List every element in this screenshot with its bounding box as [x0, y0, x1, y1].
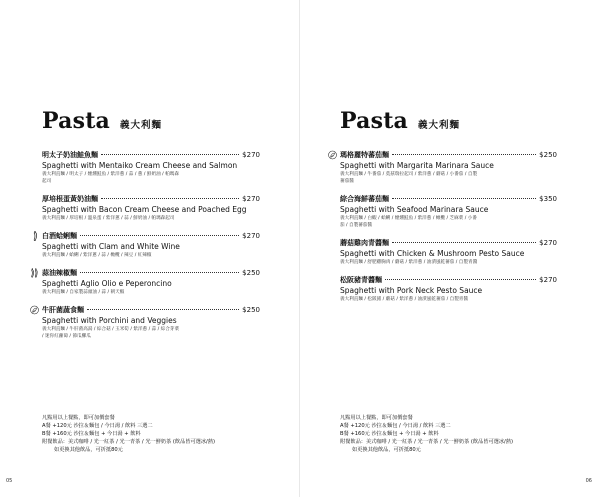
dish-name-en: Spaghetti with Porchini and Veggies	[42, 316, 177, 325]
dish-price: $270	[242, 195, 260, 203]
leader-dots	[101, 154, 239, 155]
menu-item-header	[42, 194, 260, 204]
section-title-en: Pasta	[340, 108, 409, 134]
set-meal-drinks: 附餐飲品：美式咖啡 / 光一紅茶 / 光一青茶 / 光一鮮奶茶 (飲品皆可選冰/熱)	[42, 439, 216, 445]
page-number: 05	[6, 478, 13, 484]
leader-dots	[392, 154, 536, 155]
menu-item	[340, 238, 557, 266]
dish-price: $270	[242, 151, 260, 159]
leader-dots	[385, 279, 536, 280]
dish-ingredients: 義大利直麵 / 厚培根 / 溫泉蛋 / 紫洋蔥 / 蒜 / 鮮奶油 / 帕瑪森起司	[42, 216, 175, 221]
leader-dots	[101, 198, 239, 199]
dish-name-zh: 白酒蛤蜊麵	[42, 232, 77, 240]
menu-item	[42, 194, 260, 222]
menu-item-header	[42, 231, 260, 241]
double-chili-pepper-icon	[30, 268, 39, 278]
dish-name-en: Spaghetti Aglio Olio e Peperoncino	[42, 279, 172, 288]
menu-item-header	[42, 150, 260, 160]
menu-item	[340, 275, 557, 303]
dish-price: $270	[242, 232, 260, 240]
dish-price: $250	[242, 269, 260, 277]
section-title	[340, 108, 460, 134]
dish-name-zh: 蘑菇雞肉青醬麵	[340, 239, 389, 247]
section-title	[42, 108, 162, 134]
dish-name-en: Spaghetti with Seafood Marinara Sauce	[340, 205, 489, 214]
dish-price: $270	[539, 276, 557, 284]
leaf-icon	[328, 150, 337, 160]
dish-ingredients: 義大利直麵 / 蛤蜊 / 紫洋蔥 / 蒜 / 橄欖 / 辣豆 / 紅辣椒	[42, 253, 152, 258]
set-meal-a: A餐 +120元 沙拉＆麵包 / 今日湯 / 飲料 三選二	[340, 423, 451, 429]
set-meal-upgrade: 如更換其他飲品，可折抵80元	[352, 447, 421, 453]
dish-price: $350	[539, 195, 557, 203]
menu-items	[340, 150, 557, 312]
dish-name-zh: 蒜油辣椒麵	[42, 269, 77, 277]
menu-item	[42, 150, 260, 185]
leader-dots	[80, 272, 239, 273]
page-number: 06	[585, 478, 592, 484]
dish-price: $250	[242, 306, 260, 314]
set-meal-b: B餐 +160元 沙拉＆麵包 + 今日湯 + 飲料	[42, 431, 141, 437]
dish-name-zh: 牛肝菌蔬食麵	[42, 306, 84, 314]
menu-item-header	[340, 275, 557, 285]
menu-item-header	[340, 194, 557, 204]
dish-price: $270	[539, 239, 557, 247]
dish-price: $250	[539, 151, 557, 159]
dish-name-en: Spaghetti with Bacon Cream Cheese and Poached Egg	[42, 205, 247, 214]
menu-item	[42, 231, 260, 259]
menu-items	[42, 150, 260, 349]
menu-item-header	[340, 238, 557, 248]
set-meal-note	[42, 414, 215, 454]
set-meal-heading: 凡點用以上餐點，即可加價套餐	[340, 415, 413, 421]
set-meal-heading: 凡點用以上餐點，即可加價套餐	[42, 415, 115, 421]
dish-ingredients: 義大利直麵 / 明太子 / 煙燻鮭魚 / 紫洋蔥 / 蒜 / 蔥 / 鮮奶油 / 帕瑪森起司	[42, 172, 179, 184]
menu-item	[42, 268, 260, 296]
menu-item	[340, 194, 557, 229]
menu-page-right	[300, 0, 600, 497]
menu-item	[42, 305, 260, 340]
set-meal-a: A餐 +120元 沙拉＆麵包 / 今日湯 / 飲料 三選二	[42, 423, 153, 429]
dish-name-zh: 綜合海鮮蕃茄麵	[340, 195, 389, 203]
set-meal-drinks: 附餐飲品：美式咖啡 / 光一紅茶 / 光一青茶 / 光一鮮奶茶 (飲品皆可選冰/熱)	[340, 439, 514, 445]
section-title-zh: 義大利麵	[120, 120, 163, 131]
section-title-zh: 義大利麵	[418, 120, 461, 131]
menu-item-header	[340, 150, 557, 160]
dish-ingredients: 義大利直麵 / 自家製蒜頭油 / 蒜 / 朝天椒	[42, 290, 125, 295]
dish-ingredients: 義大利直麵 / 白蝦 / 蛤蜊 / 煙燻鮭魚 / 紫洋蔥 / 橄欖 / 芝麻菜 / 小番茄 / 自製蕃茄醬	[340, 216, 477, 228]
dish-ingredients: 義大利直麵 / 松阪豬 / 蘑菇 / 紫洋蔥 / 油漬風乾蕃茄 / 自製青醬	[340, 297, 468, 302]
section-title-en: Pasta	[42, 108, 111, 134]
leaf-icon	[30, 305, 39, 315]
dish-name-en: Spaghetti with Pork Neck Pesto Sauce	[340, 286, 483, 295]
set-meal-note	[340, 414, 513, 454]
dish-ingredients: 義大利直麵 / 舒肥雞胸肉 / 蘑菇 / 紫洋蔥 / 油漬風乾蕃茄 / 自製青醬	[340, 260, 478, 265]
dish-ingredients: 義大利直麵 / 牛肝菌高湯 / 綜合菇 / 玉米筍 / 紫洋蔥 / 蒜 / 綜合芽菜 / 迷你紅蘿蔔 / 節瓜櫛瓜	[42, 327, 180, 339]
menu-item-header	[42, 305, 260, 315]
leader-dots	[80, 235, 239, 236]
dish-name-en: Spaghetti with Mentaiko Cream Cheese and Salmon	[42, 161, 238, 170]
leader-dots	[87, 309, 239, 310]
menu-item-header	[42, 268, 260, 278]
dish-name-zh: 厚培根蛋黃奶油麵	[42, 195, 98, 203]
menu-item	[340, 150, 557, 185]
set-meal-upgrade: 如更換其他飲品，可折抵80元	[54, 447, 123, 453]
dish-ingredients: 義大利直麵 / 牛番茄 / 莫茲瑞拉起司 / 紫洋蔥 / 蘑菇 / 小番茄 / 自製蕃茄醬	[340, 172, 478, 184]
leader-dots	[392, 198, 536, 199]
dish-name-en: Spaghetti with Chicken & Mushroom Pesto Sauce	[340, 249, 525, 258]
dish-name-en: Spaghetti with Margarita Marinara Sauce	[340, 161, 494, 170]
dish-name-en: Spaghetti with Clam and White Wine	[42, 242, 180, 251]
dish-name-zh: 瑪格麗特蕃茄麵	[340, 151, 389, 159]
chili-pepper-icon	[30, 231, 39, 241]
dish-name-zh: 明太子奶油鮭魚麵	[42, 151, 98, 159]
leader-dots	[392, 242, 536, 243]
dish-name-zh: 松阪豬青醬麵	[340, 276, 382, 284]
set-meal-b: B餐 +160元 沙拉＆麵包 + 今日湯 + 飲料	[340, 431, 439, 437]
